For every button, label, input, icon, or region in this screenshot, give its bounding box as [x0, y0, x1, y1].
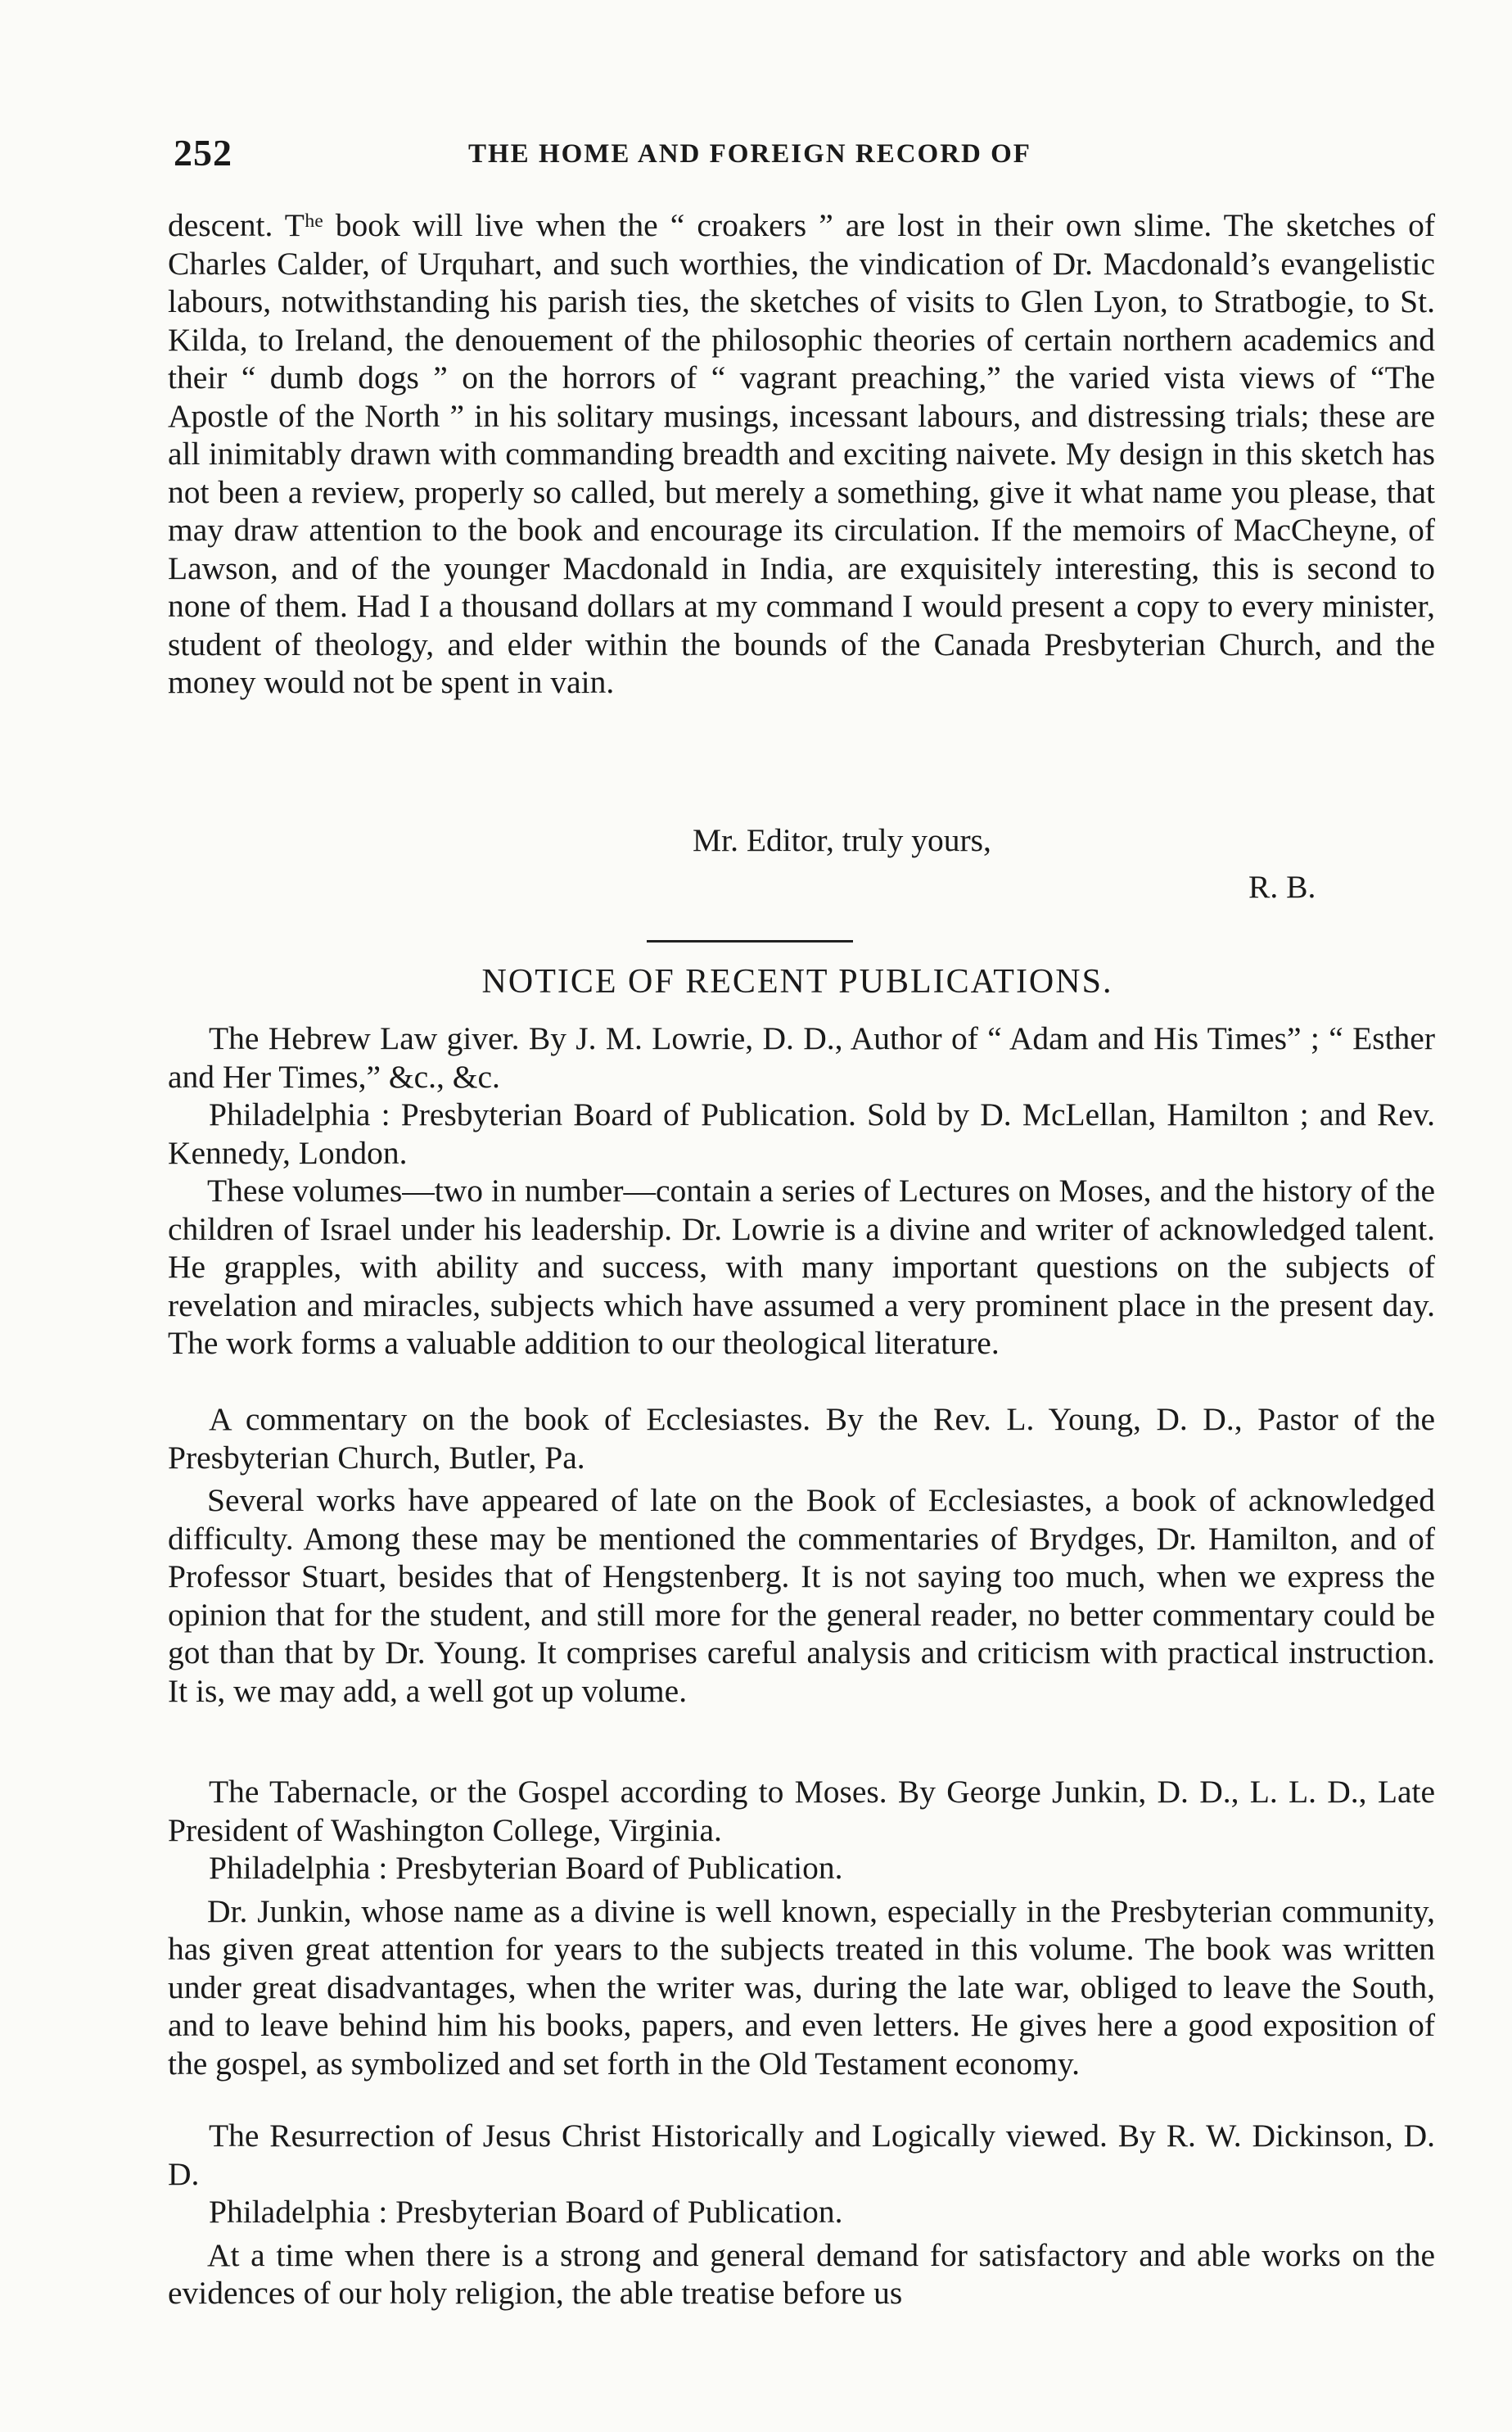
- entry-title: The Hebrew Law giver. By J. M. Lowrie, D. D., Author of “ Adam and His Times” ; “ Esther and Her Times,” &c., &c.: [168, 1020, 1435, 1095]
- notice-entry-1: [168, 1019, 1435, 1363]
- entry-title: The Resurrection of Jesus Christ Historically and Logically viewed. By R. W. Dickinson, D. D.: [168, 2118, 1435, 2192]
- page-number: 252: [174, 132, 232, 174]
- letter-closing: Mr. Editor, truly yours,: [693, 822, 991, 858]
- page-header: [174, 131, 1434, 180]
- letter-paragraph: descent. Tʰᵉ book will live when the “ croakers ” are lost in their own slime. The sketches of Charles Calder, of Urquhart, and such worthies, the vindication of Dr. Macdonald’s evangelistic labours, notwithstanding his parish ties, the sketches of visits to Glen Lyon, to Stratbogie, to St. Kilda, to Ireland, the denouement of the philosophic theories of certain northern academics and their “ dumb dogs ” on the horrors of “ vagrant preaching,” the varied vista views of “The Apostle of the North ” in his solitary musings, incessant labours, and distressing trials; these are all inimitably drawn with commanding breadth and exciting naivete. My design in this sketch has not been a review, properly so called, but merely a something, give it what name you please, that may draw attention to the book and encourage its circulation. If the memoirs of MacCheyne, of Lawson, and of the younger Macdonald in India, are exquisitely interesting, this is second to none of them. Had I a thousand dollars at my command I would present a copy to every minister, student of theology, and elder within the bounds of the Canada Presbyterian Church, and the money would not be spent in vain.: [168, 207, 1435, 700]
- entry-publisher: Philadelphia : Presbyterian Board of Publication. Sold by D. McLellan, Hamilton ; and Rev. Kennedy, London.: [168, 1096, 1435, 1171]
- entry-review: Several works have appeared of late on the Book of Ecclesiastes, a book of acknowledged difficulty. Among these may be mentioned the commentaries of Brydges, Dr. Hamilton, and of Professor Stuart, besides that of Hengstenberg. It is not saying too much, when we express the opinion that for the student, and still more for the general reader, no better commentary could be got than that by Dr. Young. It comprises careful analysis and criticism with practical instruction. It is, we may add, a well got up volume.: [168, 1482, 1435, 1709]
- letter-signature: R. B.: [1248, 869, 1316, 905]
- notice-entry-4: [168, 2117, 1435, 2312]
- entry-title: A commentary on the book of Ecclesiastes. By the Rev. L. Young, D. D., Pastor of the Presbyterian Church, Butler, Pa.: [168, 1401, 1435, 1476]
- entry-review: At a time when there is a strong and general demand for satisfactory and able works on the evidences of our holy religion, the able treatise before us: [168, 2236, 1435, 2311]
- entry-publisher: Philadelphia : Presbyterian Board of Publication.: [209, 2194, 843, 2230]
- section-title: NOTICE OF RECENT PUBLICATIONS.: [481, 963, 1113, 1001]
- entry-review: Dr. Junkin, whose name as a divine is well known, especially in the Presbyterian community, has given great attention for years to the subjects treated in this volume. The book was written under great disadvantages, when the writer was, during the late war, obliged to leave the South, and to leave behind him his books, papers, and even letters. He gives here a good exposition of the gospel, as symbolized and set forth in the Old Testament economy.: [168, 1892, 1435, 2082]
- letter-body: [168, 206, 1435, 702]
- notice-entry-3: [168, 1773, 1435, 2082]
- entry-review: These volumes—two in number—contain a series of Lectures on Moses, and the history of the children of Israel under his leadership. Dr. Lowrie is a divine and writer of acknowledged talent. He grapples, with ability and success, with many important questions on the subjects of revelation and miracles, subjects which have assumed a very prominent place in the present day. The work forms a valuable addition to our theological literature.: [168, 1173, 1435, 1361]
- section-divider: [647, 940, 853, 943]
- entry-title: The Tabernacle, or the Gospel according to Moses. By George Junkin, D. D., L. L. D., Late President of Washington College, Virginia.: [168, 1774, 1435, 1848]
- entry-publisher: Philadelphia : Presbyterian Board of Publication.: [209, 1850, 843, 1886]
- running-title: THE HOME AND FOREIGN RECORD OF: [468, 139, 1031, 169]
- notice-entry-2: [168, 1400, 1435, 1710]
